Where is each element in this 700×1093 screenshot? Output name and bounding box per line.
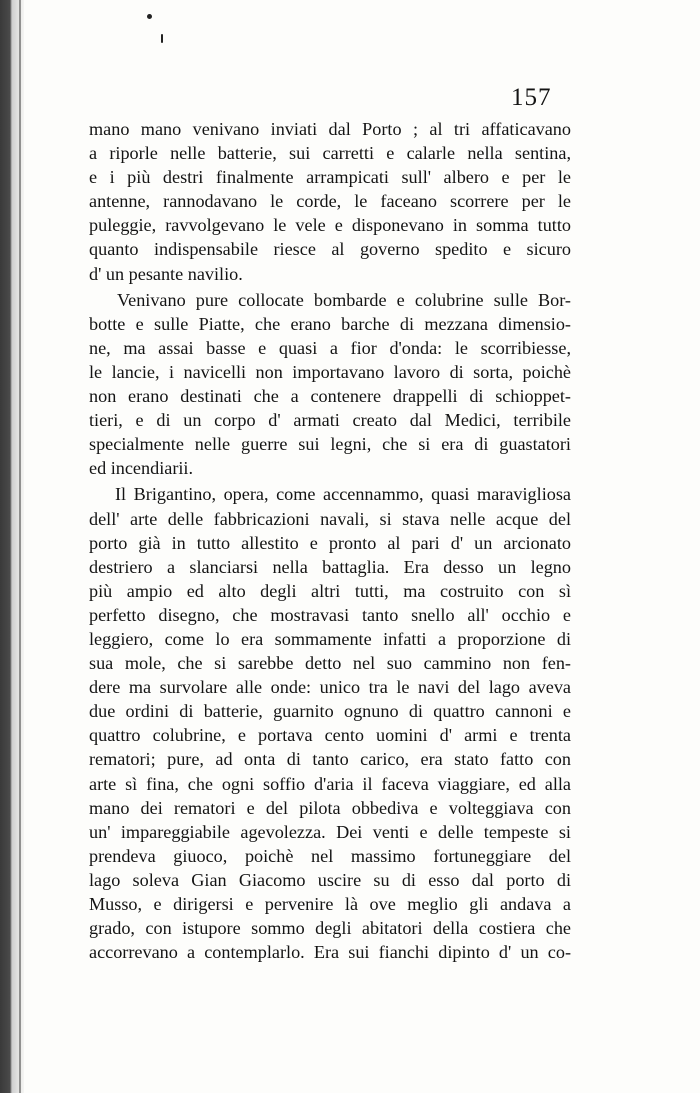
text-line: leggiero, come lo era sommamente infatti a proporzione di [89,628,571,649]
text-line: specialmente nelle guerre sui legni, che si era di guastatori [89,434,571,455]
text-line: più ampio ed alto degli altri tutti, ma costruito con sì [89,580,571,601]
page-binding-edge [0,0,24,1093]
text-line: arte sì fina, che ogni soffio d'aria il faceva viaggiare, ed alla [89,773,571,794]
text-line: un' impareggiabile agevolezza. Dei venti e delle tempeste si [89,821,571,842]
ink-speck [161,34,163,43]
text-line: dell' arte delle fabbricazioni navali, si stava nelle acque del [89,508,571,529]
text-line: d' un pesante navilio. [89,263,243,284]
text-line: Musso, e dirigersi e pervenire là ove meglio gli andava a [89,894,571,914]
text-line: a riporle nelle batterie, sui carretti e calarle nella sentina, [89,143,571,164]
text-line: perfetto disegno, che mostravasi tanto snello all' occhio e [89,604,571,625]
text-line: lago soleva Gian Giacomo uscire su di esso dal porto di [89,869,571,890]
text-line: mano mano venivano inviati dal Porto ; al tri affaticavano [89,119,571,139]
text-line: puleggie, ravvolgevano le vele e disponevano in somma tutto [89,215,571,236]
text-line: porto già in tutto allestito e pronto al pari d' un arcionato [89,532,571,553]
text-line: ne, ma assai basse e quasi a fior d'onda: le scorribiesse, [89,337,571,358]
text-line: le lancie, i navicelli non importavano lavoro di sorta, poichè [89,361,571,382]
text-line: destriero a slanciarsi nella battaglia. Era desso un legno [89,556,571,577]
text-line: due ordini di batterie, guarnito ognuno di quattro cannoni e [89,701,571,722]
ink-speck [147,14,152,19]
text-line: antenne, rannodavano le corde, le faceano scorrere per le [89,191,571,212]
text-line: tieri, e di un corpo d' armati creato dal Medici, terribile [89,410,571,431]
text-line: dere ma survolare alle onde: unico tra le navi del lago aveva [89,677,571,698]
text-line: Il Brigantino, opera, come accennammo, quasi maravigliosa [115,484,571,505]
text-line: ed incendiarii. [89,458,194,479]
text-line: non erano destinati che a contenere drappelli di schioppet- [89,386,571,407]
text-line: accorrevano a contemplarlo. Era sui fianchi dipinto d' un co- [89,942,571,963]
text-line: Venivano pure collocate bombarde e colubrine sulle Bor- [117,289,571,310]
text-line: mano dei rematori e del pilota obbediva e volteggiava con [89,797,571,818]
page-number: 157 [511,84,552,111]
text-line: rematori; pure, ad onta di tanto carico, era stato fatto con [89,749,571,770]
text-line: prendeva giuoco, poichè nel massimo fortuneggiare del [89,845,571,866]
text-line: botte e sulle Piatte, che erano barche di mezzana dimensio- [89,313,571,334]
text-line: e i più destri finalmente arrampicati sull' albero e per le [89,167,571,188]
text-line: quanto indispensabile riesce al governo spedito e sicuro [89,239,571,260]
text-line: quattro colubrine, e portava cento uomini d' armi e trenta [89,725,571,746]
text-line: grado, con istupore sommo degli abitatori della costiera che [89,918,571,939]
text-line: sua mole, che si sarebbe detto nel suo cammino non fen- [89,653,571,674]
binding-shadow-line [19,0,21,1093]
body-text [89,117,571,964]
